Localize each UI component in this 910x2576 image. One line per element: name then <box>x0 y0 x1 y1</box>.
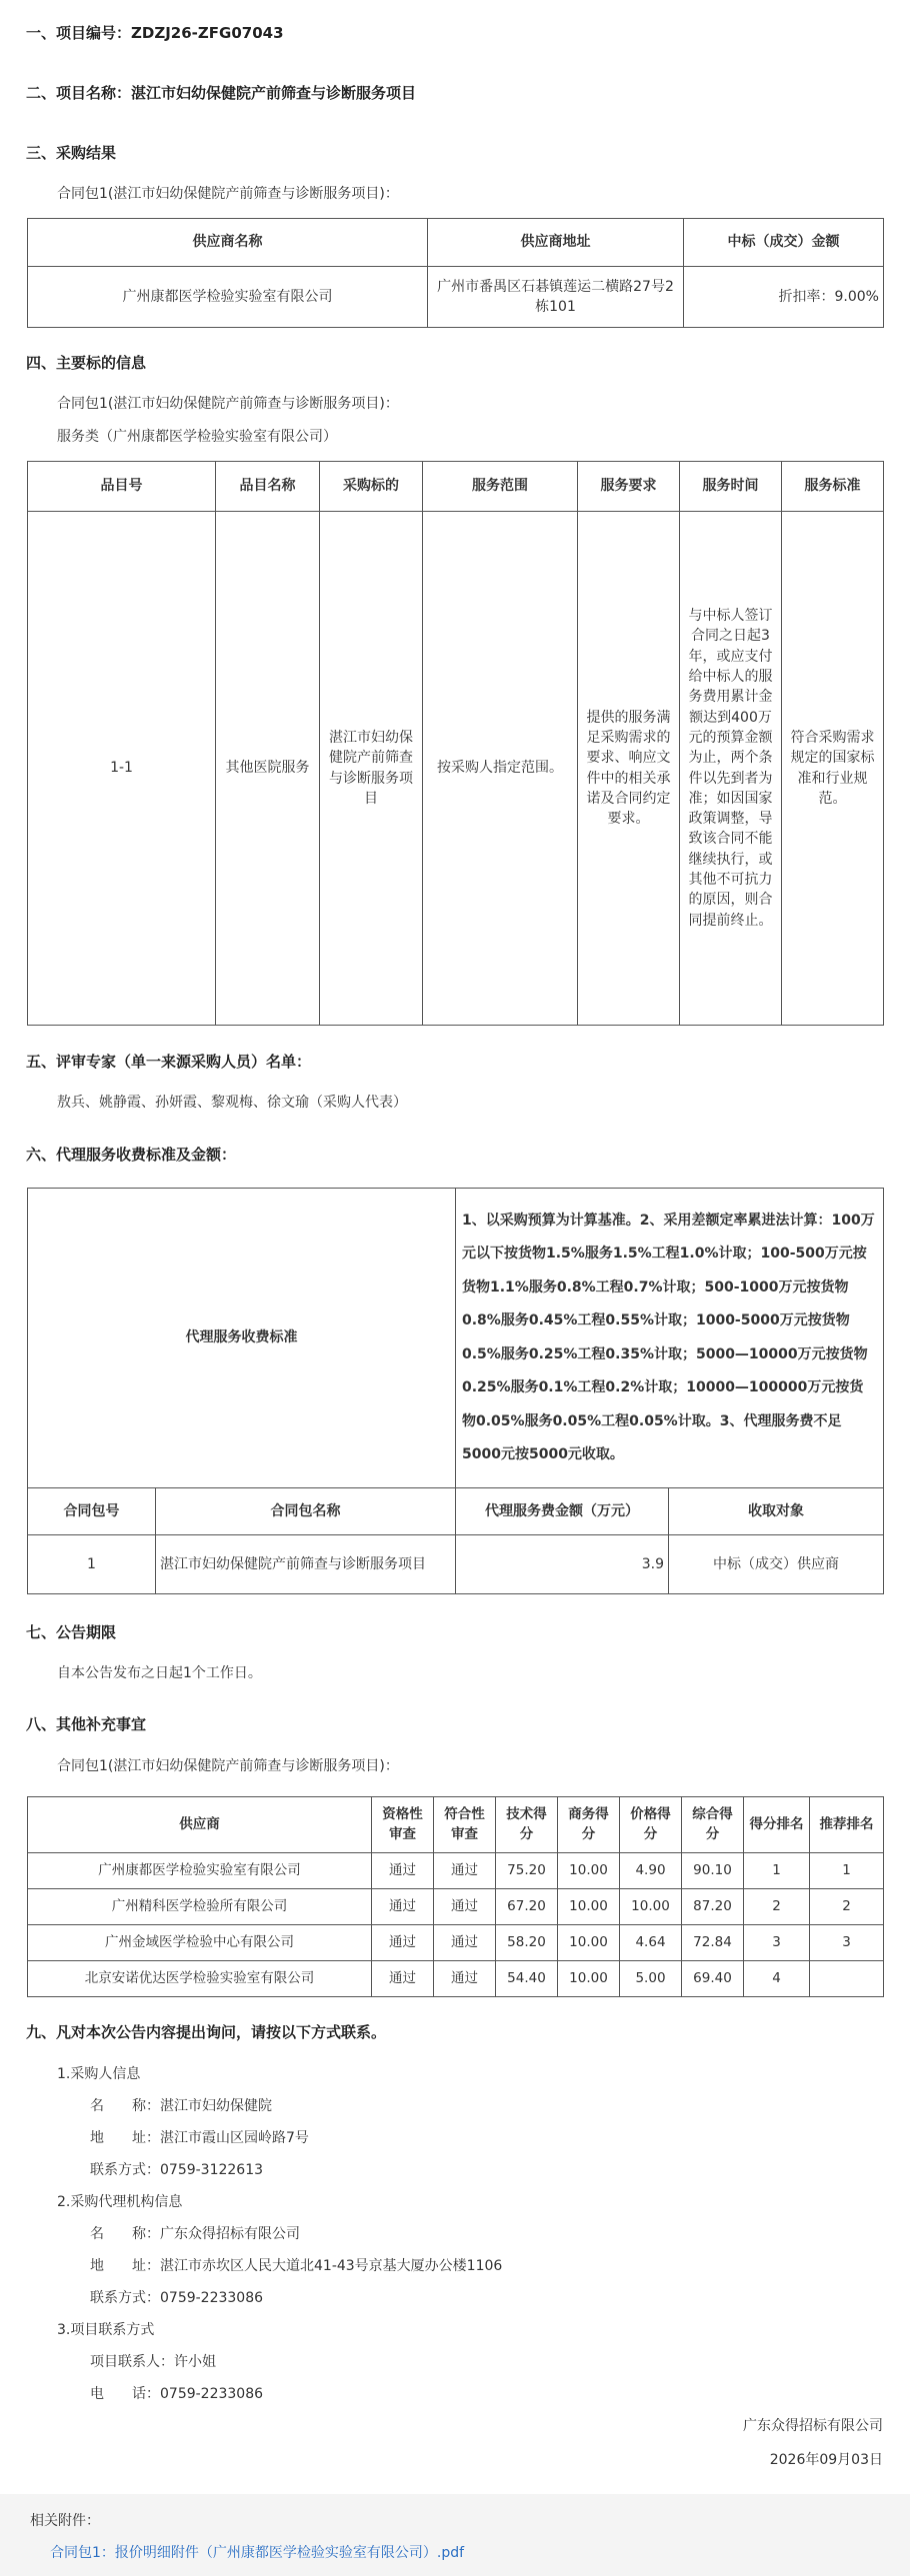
table-row <box>28 1535 884 1594</box>
project-number <box>26 22 284 43</box>
table-header-cell: 合同包号 <box>28 1488 156 1535</box>
section-title-experts: 五、评审专家（单一来源采购人员）名单： <box>26 1053 312 1071</box>
result-table <box>27 218 884 328</box>
buyer-name: 名 称：湛江市妇幼保健院 <box>90 2098 272 2114</box>
standard-cell: 符合采购需求规定的国家标准和行业规范。 <box>782 512 884 1026</box>
score-cell: 通过 <box>434 1889 496 1925</box>
score-cell: 3 <box>744 1925 810 1961</box>
section-title-period: 七、公告期限 <box>26 1623 117 1641</box>
table-header-cell: 综合得分 <box>682 1797 744 1853</box>
score-table <box>27 1796 884 1997</box>
section-title-agency-fee: 六、代理服务收费标准及金额： <box>26 1146 237 1164</box>
score-cell: 通过 <box>372 1925 434 1961</box>
table-header-cell: 合同包名称 <box>156 1488 456 1535</box>
score-cell: 87.20 <box>682 1889 744 1925</box>
table-header-cell: 服务要求 <box>578 462 680 512</box>
score-cell: 5.00 <box>620 1961 682 1997</box>
score-cell: 67.20 <box>496 1889 558 1925</box>
table-header-cell: 服务时间 <box>680 462 782 512</box>
agent-phone: 联系方式：0759-2233086 <box>90 2290 264 2306</box>
target-cell: 湛江市妇幼保健院产前筛查与诊断服务项目 <box>320 512 423 1026</box>
fee-standard-label: 代理服务收费标准 <box>28 1189 456 1488</box>
attachments-label: 相关附件： <box>30 2513 100 2529</box>
score-cell: 4.90 <box>620 1853 682 1889</box>
score-cell: 54.40 <box>496 1961 558 1997</box>
expert-names: 敖兵、姚静霞、孙妍霞、黎观梅、徐文瑜（采购人代表） <box>57 1095 407 1111</box>
table-header-cell: 价格得分 <box>620 1797 682 1853</box>
subject-package-label: 合同包1(湛江市妇幼保健院产前筛查与诊断服务项目)： <box>57 396 399 412</box>
table-row <box>28 512 884 1026</box>
subject-category-label: 服务类（广州康都医学检验实验室有限公司） <box>57 429 337 445</box>
table-row <box>28 1961 884 1997</box>
table-header-cell: 资格性审查 <box>372 1797 434 1853</box>
supplier-address-cell: 广州市番禺区石碁镇莲运二横路27号2栋101 <box>428 267 684 328</box>
project-contact-title: 3.项目联系方式 <box>57 2322 155 2338</box>
table-header-cell: 代理服务费金额（万元） <box>456 1488 669 1535</box>
score-cell: 58.20 <box>496 1925 558 1961</box>
table-header-cell: 得分排名 <box>744 1797 810 1853</box>
score-cell: 10.00 <box>558 1853 620 1889</box>
table-header-cell: 技术得分 <box>496 1797 558 1853</box>
table-row <box>28 1853 884 1889</box>
score-cell: 通过 <box>434 1925 496 1961</box>
project-contact-person: 项目联系人：许小姐 <box>90 2354 216 2370</box>
attachment-link[interactable]: 合同包1：报价明细附件（广州康都医学检验实验室有限公司）.pdf <box>50 2545 465 2561</box>
score-cell: 广州精科医学检验所有限公司 <box>28 1889 372 1925</box>
table-header-cell: 供应商 <box>28 1797 372 1853</box>
score-cell: 69.40 <box>682 1961 744 1997</box>
result-package-label: 合同包1(湛江市妇幼保健院产前筛查与诊断服务项目)： <box>57 186 399 202</box>
score-cell: 北京安诺优达医学检验实验室有限公司 <box>28 1961 372 1997</box>
score-cell: 广州金域医学检验中心有限公司 <box>28 1925 372 1961</box>
agent-name: 名 称：广东众得招标有限公司 <box>90 2226 300 2242</box>
agent-info-title: 2.采购代理机构信息 <box>57 2194 183 2210</box>
section-title-contact: 九、凡对本次公告内容提出询问，请按以下方式联系。 <box>26 2023 387 2041</box>
attachments-panel <box>0 2494 910 2576</box>
project-number-label: 一、项目编号： <box>26 24 132 42</box>
section-title-subject: 四、主要标的信息 <box>26 354 147 372</box>
fee-payer-cell: 中标（成交）供应商 <box>669 1535 884 1594</box>
package-number-cell: 1 <box>28 1535 156 1594</box>
table-header-row <box>28 219 884 267</box>
score-cell: 10.00 <box>558 1925 620 1961</box>
table-header-cell: 商务得分 <box>558 1797 620 1853</box>
score-cell: 4.64 <box>620 1925 682 1961</box>
score-cell: 1 <box>744 1853 810 1889</box>
table-row <box>28 1925 884 1961</box>
subject-table <box>27 461 884 1026</box>
buyer-info-title: 1.采购人信息 <box>57 2066 141 2082</box>
table-header-cell: 服务标准 <box>782 462 884 512</box>
scope-cell: 按采购人指定范围。 <box>423 512 578 1026</box>
score-cell: 1 <box>810 1853 884 1889</box>
section-title-result: 三、采购结果 <box>26 144 117 162</box>
service-time-cell: 与中标人签订合同之日起3年，或应支付给中标人的服务费用累计金额达到400万元的预算金额为止，两个条件以先到者为准；如因国家政策调整，导致该合同不能继续执行，或其他不可抗力的原因，则合同提前终止。 <box>680 512 782 1026</box>
project-number-value: ZDZJ26-ZFG07043 <box>131 24 284 42</box>
award-amount-cell: 折扣率：9.00% <box>684 267 884 328</box>
table-row <box>28 1189 884 1488</box>
agent-address: 地 址：湛江市赤坎区人民大道北41-43号京基大厦办公楼1106 <box>90 2258 503 2274</box>
agency-fee-table <box>27 1188 884 1594</box>
fee-amount-cell: 3.9 <box>456 1535 669 1594</box>
section-title-supplement: 八、其他补充事宜 <box>26 1715 147 1733</box>
score-cell: 10.00 <box>558 1889 620 1925</box>
table-header-cell: 品目号 <box>28 462 216 512</box>
table-header-cell: 品目名称 <box>216 462 320 512</box>
table-header-row <box>28 1488 884 1535</box>
table-header-cell: 中标（成交）金额 <box>684 219 884 267</box>
score-cell: 2 <box>810 1889 884 1925</box>
issue-date: 2026年09月03日 <box>769 2452 883 2468</box>
period-text: 自本公告发布之日起1个工作日。 <box>57 1665 262 1681</box>
issuer-company: 广东众得招标有限公司 <box>743 2418 883 2434</box>
score-cell: 4 <box>744 1961 810 1997</box>
buyer-address: 地 址：湛江市霞山区园岭路7号 <box>90 2130 309 2146</box>
table-row <box>28 267 884 328</box>
score-cell <box>810 1961 884 1997</box>
score-cell: 通过 <box>434 1853 496 1889</box>
table-header-cell: 收取对象 <box>669 1488 884 1535</box>
table-header-cell: 供应商名称 <box>28 219 428 267</box>
table-header-cell: 服务范围 <box>423 462 578 512</box>
fee-standard-text: 1、以采购预算为计算基准。2、采用差额定率累进法计算：100万元以下按货物1.5%服务1.5%工程1.0%计取；100-500万元按货物1.1%服务0.8%工程0.7%计取；500-1000万元按货物0.8%服务0.45%工程0.55%计取；1000-5000万元按货物0.5%服务0.25%工程0.35%计取；5000—10000万元按货物0.25%服务0.1%工程0.2%计取；10000—100000万元按货物0.05%服务0.05%工程0.05%计取。3、代理服务费不足5000元按5000元收取。 <box>456 1189 884 1488</box>
score-cell: 3 <box>810 1925 884 1961</box>
score-cell: 72.84 <box>682 1925 744 1961</box>
score-cell: 通过 <box>372 1889 434 1925</box>
score-cell: 通过 <box>372 1853 434 1889</box>
table-header-cell: 采购标的 <box>320 462 423 512</box>
score-cell: 75.20 <box>496 1853 558 1889</box>
supplier-name-cell: 广州康都医学检验实验室有限公司 <box>28 267 428 328</box>
score-cell: 2 <box>744 1889 810 1925</box>
table-header-cell: 符合性审查 <box>434 1797 496 1853</box>
table-header-row <box>28 1797 884 1853</box>
score-cell: 10.00 <box>620 1889 682 1925</box>
score-cell: 广州康都医学检验实验室有限公司 <box>28 1853 372 1889</box>
table-row <box>28 1889 884 1925</box>
package-name-cell: 湛江市妇幼保健院产前筛查与诊断服务项目 <box>156 1535 456 1594</box>
supplement-package-label: 合同包1(湛江市妇幼保健院产前筛查与诊断服务项目)： <box>57 1758 399 1774</box>
buyer-phone: 联系方式：0759-3122613 <box>90 2162 264 2178</box>
item-code-cell: 1-1 <box>28 512 216 1026</box>
score-cell: 通过 <box>434 1961 496 1997</box>
table-header-cell: 推荐排名 <box>810 1797 884 1853</box>
score-cell: 通过 <box>372 1961 434 1997</box>
table-header-cell: 供应商地址 <box>428 219 684 267</box>
requirement-cell: 提供的服务满足采购需求的要求、响应文件中的相关承诺及合同约定要求。 <box>578 512 680 1026</box>
score-cell: 90.10 <box>682 1853 744 1889</box>
table-header-row <box>28 462 884 512</box>
project-name-value: 湛江市妇幼保健院产前筛查与诊断服务项目 <box>131 84 417 102</box>
item-name-cell: 其他医院服务 <box>216 512 320 1026</box>
project-contact-phone: 电 话：0759-2233086 <box>90 2386 264 2402</box>
score-cell: 10.00 <box>558 1961 620 1997</box>
project-name-label: 二、项目名称： <box>26 84 132 102</box>
project-name <box>26 82 416 103</box>
